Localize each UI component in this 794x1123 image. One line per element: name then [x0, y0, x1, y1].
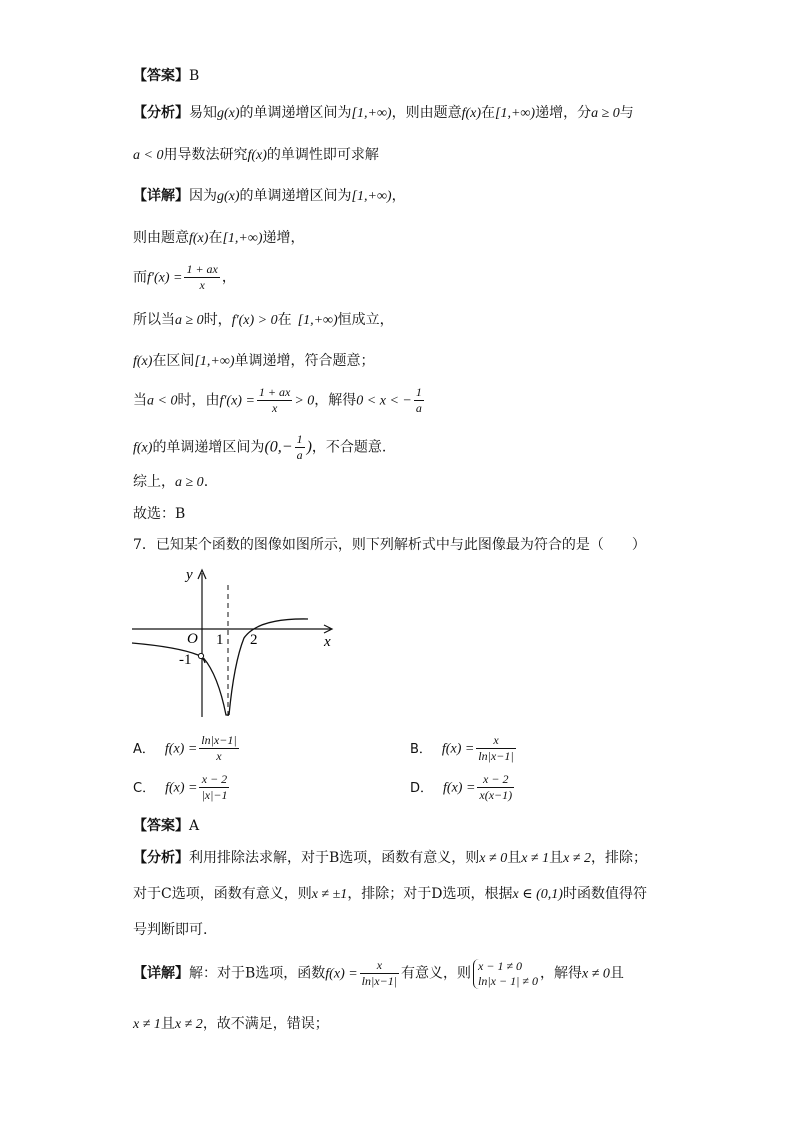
- answer-line: [133, 66, 199, 86]
- denominator: x(x−1): [479, 788, 513, 802]
- option-d-label: D．: [410, 780, 434, 796]
- math: f′(x) =: [147, 270, 183, 286]
- option-c[interactable]: [133, 772, 231, 803]
- tick-label-1: 1: [216, 632, 224, 648]
- detail-line-5: [133, 351, 374, 372]
- text: 递增，: [262, 230, 305, 246]
- text: 解：对于B选项，函数: [189, 965, 326, 982]
- text: 的单调性即可求解: [266, 147, 379, 163]
- fraction: [477, 772, 514, 803]
- equation-system: [473, 959, 538, 989]
- system-row-2: ln|x − 1| ≠ 0: [478, 973, 538, 988]
- math: a ≥ 0: [175, 475, 204, 490]
- math: [1,+∞): [351, 189, 392, 204]
- text: 在: [481, 105, 496, 121]
- numerator: x: [476, 733, 515, 749]
- text: 有意义，则: [401, 965, 472, 982]
- text: 与: [619, 105, 634, 121]
- denominator: a: [415, 401, 422, 415]
- fraction: [360, 958, 399, 989]
- text: 用导数法研究: [163, 147, 248, 163]
- math: (0,−: [264, 438, 293, 456]
- text: 的单调递增区间为: [239, 188, 352, 204]
- text: ，排除；: [591, 850, 648, 866]
- math: g(x): [217, 106, 240, 121]
- text: 时函数值得符: [562, 886, 647, 902]
- fraction: [257, 385, 292, 416]
- detail-tag: 【详解】: [133, 965, 189, 982]
- curve-middle-branch: [204, 658, 230, 715]
- math: ): [306, 438, 312, 456]
- math: [1,+∞): [297, 313, 338, 328]
- answer-tag: 【答案】: [133, 818, 189, 834]
- text: 利用排除法求解，对于B选项，函数有意义，则: [189, 850, 480, 866]
- math: x ≠ 0: [479, 851, 508, 866]
- math: 0 < x < −: [356, 393, 412, 409]
- origin-label: O: [187, 631, 198, 647]
- function-graph: [128, 563, 343, 723]
- text: ，排除；对于D选项，根据: [347, 886, 513, 902]
- detail-line-8: [133, 472, 208, 493]
- math: f(x): [461, 106, 482, 121]
- denominator: x: [199, 278, 205, 292]
- fraction: [184, 262, 219, 293]
- q7-analysis-line-2: [133, 884, 647, 905]
- text: 易知: [189, 105, 217, 121]
- math: > 0: [294, 393, 315, 409]
- math: g(x): [217, 189, 240, 204]
- numerator: 1 + ax: [186, 262, 218, 276]
- text: 因为: [189, 188, 217, 204]
- detail-line-7: [133, 432, 386, 463]
- math: f(x): [247, 148, 267, 163]
- text: ，不合题意.: [311, 439, 387, 456]
- option-a[interactable]: [133, 733, 241, 764]
- math: x ≠ 1: [521, 851, 550, 866]
- option-d[interactable]: [410, 772, 516, 803]
- text: 而: [133, 269, 147, 286]
- numerator: x: [360, 958, 399, 974]
- option-b-label: B．: [410, 741, 432, 757]
- x-axis-label: x: [324, 634, 331, 650]
- analysis-line-1: [133, 103, 634, 124]
- q7-detail-line-2: [133, 1014, 329, 1035]
- math: x ≠ ±1: [311, 887, 348, 902]
- q7-answer-line: [133, 816, 199, 836]
- fraction: [199, 733, 238, 764]
- answer-value: A: [189, 818, 200, 834]
- q7-analysis-line-3: [133, 920, 207, 940]
- text: 在: [277, 312, 292, 328]
- denominator: ln|x−1|: [478, 749, 514, 763]
- detail-line-9: [133, 504, 185, 524]
- text: 递增，分: [535, 105, 592, 121]
- detail-line-6: [133, 385, 426, 416]
- math: f′(x) =: [219, 393, 255, 409]
- math: f(x): [133, 354, 153, 369]
- question-stem: [133, 535, 646, 555]
- math: [1,+∞): [495, 106, 536, 121]
- open-point: [198, 653, 203, 658]
- math: x ≠ 0: [581, 966, 610, 982]
- text: ，: [391, 188, 406, 204]
- math: a < 0: [133, 148, 164, 163]
- numerator: ln|x−1|: [201, 733, 237, 747]
- detail-line-4: [133, 310, 394, 331]
- text: ，解得: [539, 965, 582, 982]
- text: .: [203, 474, 209, 490]
- detail-line-1: [133, 186, 406, 207]
- text: 且: [609, 965, 624, 982]
- question-text: 7．已知某个函数的图像如图所示，则下列解析式中与此图像最为符合的是（ ）: [133, 537, 646, 553]
- math: x ∈ (0,1): [512, 887, 563, 902]
- math: f(x): [189, 231, 209, 246]
- text: 的单调递增区间为: [239, 105, 352, 121]
- option-c-label: C．: [133, 780, 156, 796]
- numerator: 1 + ax: [258, 385, 291, 399]
- math: x ≠ 1: [133, 1017, 161, 1032]
- math: a ≥ 0: [175, 313, 204, 328]
- detail-tag: 【详解】: [133, 188, 189, 204]
- text: ，故不满足，错误；: [202, 1016, 329, 1032]
- text: 恒成立，: [337, 312, 394, 328]
- text: 在区间: [152, 353, 195, 369]
- text: 的单调递增区间为: [152, 439, 265, 456]
- text: 时，由: [177, 392, 220, 409]
- text: 且: [160, 1016, 175, 1032]
- math: f(x) =: [164, 741, 198, 757]
- fraction: [295, 432, 305, 463]
- option-a-label: A．: [133, 741, 155, 757]
- text: 号判断即可.: [133, 922, 208, 938]
- math: [1,+∞): [351, 106, 392, 121]
- analysis-line-2: [133, 145, 379, 166]
- text: 对于C选项，函数有意义，则: [133, 886, 312, 902]
- system-row-1: x − 1 ≠ 0: [478, 958, 523, 973]
- math: f(x) =: [165, 780, 198, 796]
- text: 时，: [203, 312, 232, 328]
- fraction: [414, 385, 424, 416]
- text: ，: [221, 269, 236, 286]
- text: 当: [133, 392, 147, 409]
- math: f(x) =: [325, 966, 358, 982]
- text: 综上，: [133, 474, 175, 490]
- math: x ≠ 2: [174, 1017, 203, 1032]
- tick-label-neg1: -1: [179, 652, 192, 668]
- numerator: 1: [415, 385, 422, 399]
- numerator: x − 2: [199, 772, 229, 788]
- option-b[interactable]: [410, 733, 518, 764]
- text: 且: [549, 850, 564, 866]
- q7-detail-line-1: [133, 958, 624, 989]
- text: 且: [507, 850, 522, 866]
- text: 单调递增，符合题意；: [234, 353, 375, 369]
- fraction: [476, 733, 515, 764]
- answer-tag: 【答案】: [133, 68, 189, 84]
- text: 在: [208, 230, 223, 246]
- text: 则由题意: [133, 230, 189, 246]
- text: ，解得: [314, 392, 357, 409]
- numerator: 1: [296, 432, 303, 446]
- math: f(x) =: [441, 741, 475, 757]
- q7-analysis-line-1: [133, 848, 647, 869]
- curve-right-branch: [229, 619, 308, 715]
- y-axis-label: y: [186, 567, 193, 583]
- math: f(x): [133, 440, 153, 456]
- denominator: ln|x−1|: [361, 974, 398, 988]
- text: ，则由题意: [391, 105, 462, 121]
- math: f′(x) > 0: [231, 313, 278, 328]
- denominator: |x|−1: [201, 788, 228, 802]
- detail-line-2: [133, 228, 304, 249]
- numerator: x − 2: [477, 772, 514, 788]
- tick-label-2: 2: [250, 632, 258, 648]
- math: a < 0: [147, 393, 178, 409]
- denominator: a: [296, 448, 303, 462]
- math: [1,+∞): [194, 354, 235, 369]
- analysis-tag: 【分析】: [133, 850, 189, 866]
- denominator: x: [271, 401, 278, 415]
- analysis-tag: 【分析】: [133, 105, 189, 121]
- denominator: x: [216, 749, 222, 763]
- answer-value: B: [189, 68, 200, 84]
- final-choice: 故选：B: [133, 506, 186, 522]
- detail-line-3: [133, 262, 236, 293]
- fraction: [199, 772, 229, 803]
- text: 所以当: [133, 312, 175, 328]
- math: a ≥ 0: [591, 106, 620, 121]
- math: x ≠ 2: [563, 851, 592, 866]
- math: [1,+∞): [222, 231, 263, 246]
- math: f(x) =: [443, 780, 476, 796]
